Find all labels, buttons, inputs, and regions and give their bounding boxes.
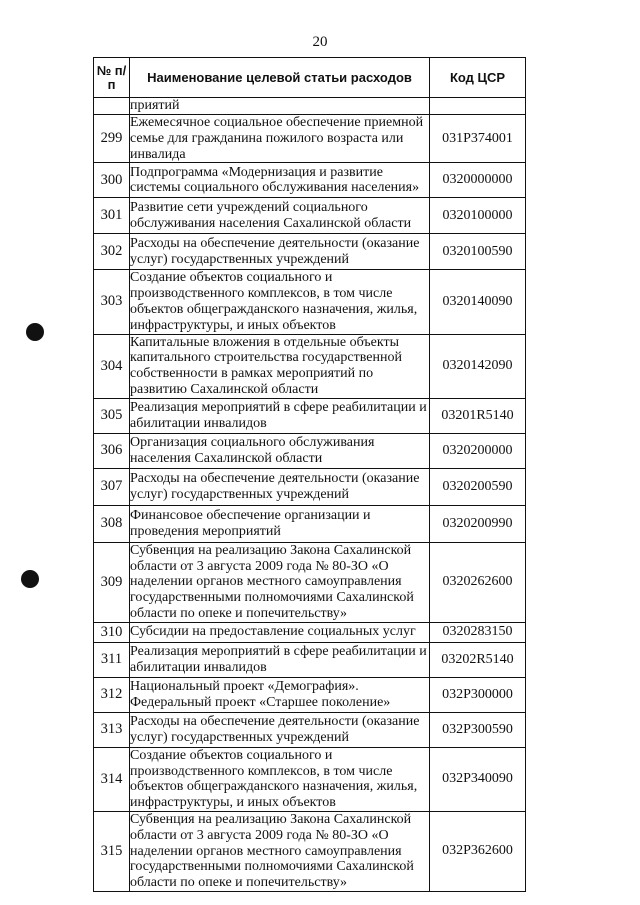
row-name: Развитие сети учреждений социального обслуживания населения Сахалинской области [130,198,430,234]
table-row [94,98,526,115]
row-number: 301 [94,198,130,234]
row-code: 032P300590 [430,712,526,747]
row-number: 304 [94,334,130,398]
row-name: Создание объектов социального и производственного комплексов, в том числе объектов общегражданского назначения, жилья, инфраструктуры, и иных объектов [130,270,430,334]
row-name: Расходы на обеспечение деятельности (оказание услуг) государственных учреждений [130,468,430,505]
table-row [94,115,526,163]
punch-hole-mark [26,323,44,341]
row-number: 308 [94,505,130,542]
header-name: Наименование целевой статьи расходов [130,58,430,98]
row-number: 314 [94,747,130,811]
row-number: 312 [94,677,130,712]
row-number: 315 [94,811,130,891]
table-row [94,622,526,642]
row-number [94,98,130,115]
row-name: Капитальные вложения в отдельные объекты капитального строительства государственной собственности в рамках мероприятий по развитию Сахалинской области [130,334,430,398]
row-name: Организация социального обслуживания населения Сахалинской области [130,433,430,468]
table-row [94,198,526,234]
row-number: 299 [94,115,130,163]
table-row [94,163,526,198]
row-code: 032P340090 [430,747,526,811]
row-code: 0320142090 [430,334,526,398]
header-code: Код ЦСР [430,58,526,98]
row-number: 305 [94,398,130,433]
table-row [94,505,526,542]
table-row [94,334,526,398]
row-number: 311 [94,642,130,677]
row-number: 313 [94,712,130,747]
row-code: 0320262600 [430,542,526,622]
page-number: 20 [312,34,328,50]
row-code: 0320200590 [430,468,526,505]
row-code: 032P362600 [430,811,526,891]
row-code: 0320100590 [430,234,526,270]
row-number: 300 [94,163,130,198]
row-number: 309 [94,542,130,622]
table-row [94,468,526,505]
table-row [94,642,526,677]
row-code: 03201R5140 [430,398,526,433]
row-number: 310 [94,622,130,642]
table-row [94,234,526,270]
row-code: 03202R5140 [430,642,526,677]
row-name: Ежемесячное социальное обеспечение приемной семье для гражданина пожилого возраста или инвалида [130,115,430,163]
row-code: 0320140090 [430,270,526,334]
row-name: Субвенция на реализацию Закона Сахалинской области от 3 августа 2009 года № 80-ЗО «О наделении органов местного самоуправления государственными полномочиями Сахалинской области по опеке и попечительству» [130,542,430,622]
table-row [94,712,526,747]
row-name: Субвенция на реализацию Закона Сахалинской области от 3 августа 2009 года № 80-ЗО «О наделении органов местного самоуправления государственными полномочиями Сахалинской области по опеке и попечительству» [130,811,430,891]
row-code: 0320100000 [430,198,526,234]
row-name: Реализация мероприятий в сфере реабилитации и абилитации инвалидов [130,398,430,433]
table-row [94,811,526,891]
row-code [430,98,526,115]
row-number: 303 [94,270,130,334]
row-name: Национальный проект «Демография». Федеральный проект «Старшее поколение» [130,677,430,712]
table-row [94,398,526,433]
punch-hole-mark [21,570,39,588]
table-row [94,542,526,622]
row-name: Подпрограмма «Модернизация и развитие системы социального обслуживания населения» [130,163,430,198]
table-row [94,677,526,712]
row-name: Реализация мероприятий в сфере реабилитации и абилитации инвалидов [130,642,430,677]
row-code: 032P300000 [430,677,526,712]
table-row [94,270,526,334]
budget-items-table [93,57,526,892]
row-code: 031P374001 [430,115,526,163]
row-number: 306 [94,433,130,468]
row-code: 0320000000 [430,163,526,198]
row-code: 0320283150 [430,622,526,642]
row-name: приятий [130,98,430,115]
table-header-row [94,58,526,98]
row-name: Расходы на обеспечение деятельности (оказание услуг) государственных учреждений [130,712,430,747]
row-number: 307 [94,468,130,505]
row-name: Субсидии на предоставление социальных услуг [130,622,430,642]
table-row [94,433,526,468]
header-num: № п/п [94,58,130,98]
row-name: Финансовое обеспечение организации и проведения мероприятий [130,505,430,542]
row-name: Расходы на обеспечение деятельности (оказание услуг) государственных учреждений [130,234,430,270]
row-code: 0320200000 [430,433,526,468]
table-row [94,747,526,811]
row-name: Создание объектов социального и производственного комплексов, в том числе объектов общегражданского назначения, жилья, инфраструктуры, и иных объектов [130,747,430,811]
row-number: 302 [94,234,130,270]
row-code: 0320200990 [430,505,526,542]
